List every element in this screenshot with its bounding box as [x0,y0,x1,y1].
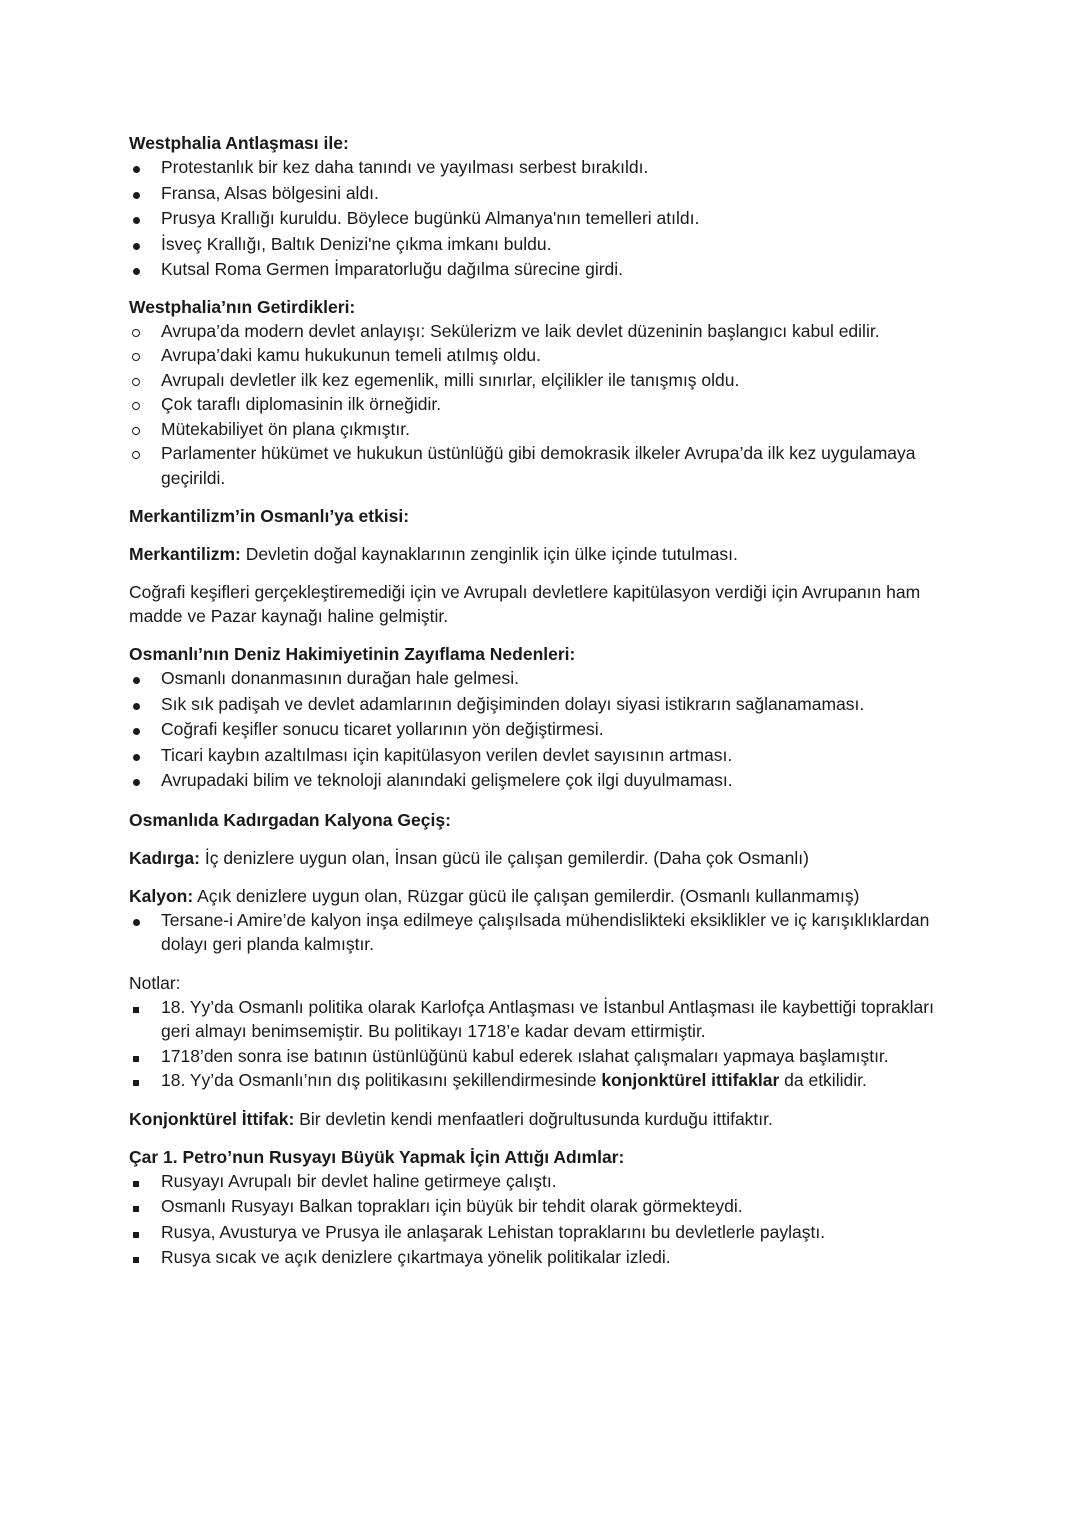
bullet-icon [133,754,140,761]
list-item: Rusyayı Avrupalı bir devlet haline getirmeye çalıştı. [129,1169,959,1195]
list-item: 1718’den sonra ise batının üstünlüğünü kabul ederek ıslahat çalışmaları yapmaya başlamıştır. [129,1044,959,1069]
definition-mercantilism: Merkantilizm: Devletin doğal kaynaklarının zenginlik için ülke içinde tutulması. [129,544,738,564]
bullet-list-westphalia [129,155,959,283]
list-item: Protestanlık bir kez daha tanındı ve yayılması serbest bırakıldı. [129,155,959,181]
heading-notes: Notlar: [129,972,181,993]
bullet-icon [133,677,140,684]
bullet-icon [133,728,140,735]
list-item: Sık sık padişah ve devlet adamlarının değişiminden dolayı siyasi istikrarın sağlanamaması. [129,692,959,718]
bullet-icon [133,919,140,926]
square-bullet-icon [133,1056,139,1062]
square-list-peter [129,1169,959,1271]
list-item: Ticari kaybın azaltılması için kapitülasyon verilen devlet sayısının artması. [129,743,959,769]
circle-bullet-icon [132,378,140,386]
list-item: Coğrafi keşifler sonucu ticaret yollarının yön değiştirmesi. [129,717,959,743]
list-item: Parlamenter hükümet ve hukukun üstünlüğü gibi demokrasik ilkeler Avrupa’da ilk kez uygulamaya geçirildi. [129,441,959,490]
bullet-icon [133,779,140,786]
paragraph-mercantilism-effect: Coğrafi keşifleri gerçekleştiremediği için ve Avrupalı devletlere kapitülasyon verdiği için Avrupanın ham madde ve Pazar kaynağı haline gelmiştir. [129,582,921,626]
list-item: Rusya sıcak ve açık denizlere çıkartmaya yönelik politikalar izledi. [129,1245,959,1271]
list-item: Rusya, Avusturya ve Prusya ile anlaşarak Lehistan topraklarını bu devletlerle paylaştı. [129,1220,959,1246]
square-bullet-icon [133,1080,139,1086]
square-bullet-icon [133,1181,139,1187]
list-item: 18. Yy’da Osmanlı’nın dış politikasını şekillendirmesinde konjonktürel ittifaklar da etkilidir. [129,1068,959,1093]
list-item: Avrupalı devletler ilk kez egemenlik, milli sınırlar, elçilikler ile tanışmış oldu. [129,368,959,393]
bullet-list-tersane [129,908,959,957]
heading-peter-the-great: Çar 1. Petro’nun Rusyayı Büyük Yapmak İçin Attığı Adımlar: [129,1146,625,1167]
square-bullet-icon [133,1206,139,1212]
heading-mercantilism: Merkantilizm’in Osmanlı’ya etkisi: [129,506,410,526]
list-item: Osmanlı Rusyayı Balkan toprakları için büyük bir tehdit olarak görmekteydi. [129,1194,959,1220]
bullet-icon [133,192,140,199]
bullet-icon [133,268,140,275]
list-item: Avrupa’daki kamu hukukunun temeli atılmış oldu. [129,343,959,368]
definition-kadirga: Kadırga: İç denizlere uygun olan, İnsan gücü ile çalışan gemilerdir. (Daha çok Osmanlı) [129,847,809,868]
bullet-list-naval-decline [129,666,959,794]
heading-westphalia-outcomes: Westphalia’nın Getirdikleri: [129,296,356,317]
list-item: Avrupadaki bilim ve teknoloji alanındaki gelişmelere çok ilgi duyulmaması. [129,768,959,794]
circle-list-outcomes [129,319,959,491]
bullet-icon [133,217,140,224]
bullet-icon [133,243,140,250]
square-list-notes [129,995,959,1093]
list-item: Osmanlı donanmasının durağan hale gelmesi. [129,666,959,692]
circle-bullet-icon [132,402,140,410]
square-bullet-icon [133,1232,139,1238]
definition-conjunctural-alliance: Konjonktürel İttifak: Bir devletin kendi menfaatleri doğrultusunda kurduğu ittifaktır. [129,1108,773,1129]
square-bullet-icon [133,1007,139,1013]
definition-kalyon: Kalyon: Açık denizlere uygun olan, Rüzgar gücü ile çalışan gemilerdir. (Osmanlı kullanmamış) [129,885,860,906]
circle-bullet-icon [132,427,140,435]
list-item: Kutsal Roma Germen İmparatorluğu dağılma sürecine girdi. [129,257,959,283]
heading-westphalia-treaty: Westphalia Antlaşması ile: [129,133,349,153]
list-item: Avrupa’da modern devlet anlayışı: Sekülerizm ve laik devlet düzeninin başlangıcı kabul edilir. [129,319,959,344]
list-item: Prusya Krallığı kuruldu. Böylece bugünkü Almanya'nın temelleri atıldı. [129,206,959,232]
list-item: Çok taraflı diplomasinin ilk örneğidir. [129,392,959,417]
list-item: Tersane-i Amire’de kalyon inşa edilmeye çalışılsada mühendislikteki eksiklikler ve iç karışıklıklardan dolayı geri planda kalmıştır. [129,908,959,957]
list-item: Mütekabiliyet ön plana çıkmıştır. [129,417,959,442]
bullet-icon [133,166,140,173]
square-bullet-icon [133,1257,139,1263]
list-item: 18. Yy’da Osmanlı politika olarak Karlofça Antlaşması ve İstanbul Antlaşması ile kaybettiği toprakları geri almayı benimsemiştir. Bu politikayı 1718’e kadar devam ettirmiştir. [129,995,959,1044]
document-content [129,131,959,1271]
circle-bullet-icon [132,451,140,459]
circle-bullet-icon [132,353,140,361]
list-item: İsveç Krallığı, Baltık Denizi'ne çıkma imkanı buldu. [129,232,959,258]
list-item: Fransa, Alsas bölgesini aldı. [129,181,959,207]
heading-naval-decline: Osmanlı’nın Deniz Hakimiyetinin Zayıflama Nedenleri: [129,644,576,664]
heading-galley-to-galleon: Osmanlıda Kadırgadan Kalyona Geçiş: [129,809,451,830]
circle-bullet-icon [132,329,140,337]
bullet-icon [133,703,140,710]
